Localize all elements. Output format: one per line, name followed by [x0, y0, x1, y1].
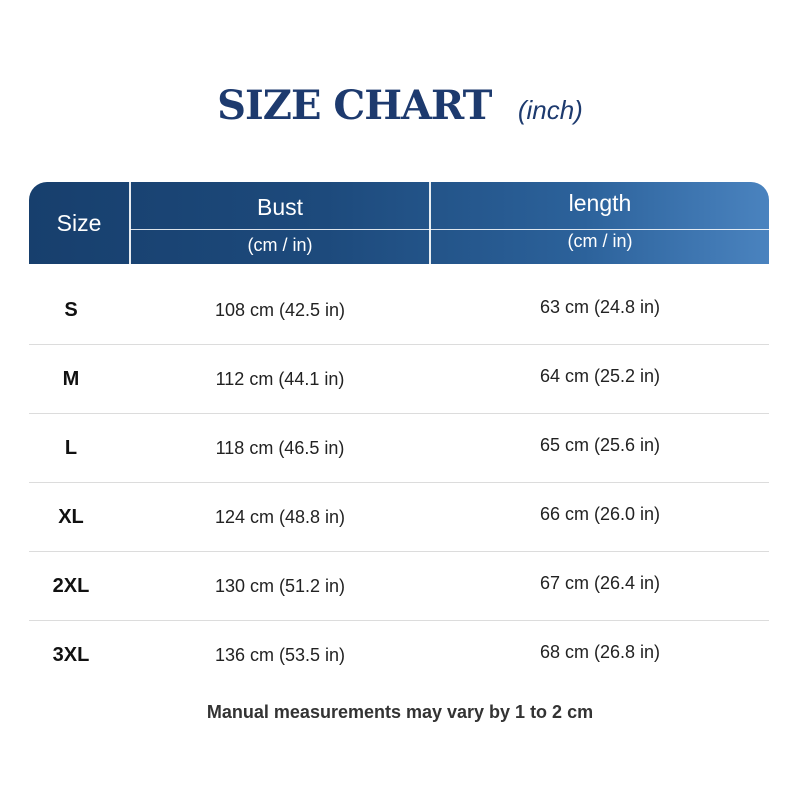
bust-cell: 136 cm (53.5 in): [214, 645, 346, 665]
measurement-note: Manual measurements may vary by 1 to 2 cm: [206, 702, 594, 722]
length-cell: 66 cm (26.0 in): [539, 504, 661, 524]
header-length: length: [568, 190, 632, 216]
bust-cell: 124 cm (48.8 in): [214, 507, 346, 527]
header-bust: Bust: [256, 194, 304, 220]
bust-cell: 130 cm (51.2 in): [214, 576, 346, 596]
table-row: [29, 345, 769, 414]
bust-cell: 108 cm (42.5 in): [214, 300, 346, 320]
size-cell: 3XL: [52, 644, 90, 666]
size-cell: 2XL: [52, 575, 90, 597]
table-row: [29, 483, 769, 552]
size-cell: S: [64, 299, 78, 321]
length-cell: 67 cm (26.4 in): [539, 573, 661, 593]
header-size: Size: [56, 210, 102, 236]
length-cell: 68 cm (26.8 in): [539, 642, 661, 662]
header-bust-unit: (cm / in): [247, 235, 313, 255]
table-header: [29, 182, 769, 264]
header-length-unit: (cm / in): [567, 231, 633, 251]
table-row: [29, 621, 769, 690]
table-row: [29, 414, 769, 483]
size-cell: XL: [58, 506, 84, 528]
bust-cell: 118 cm (46.5 in): [215, 438, 345, 458]
header-subdivider: [130, 229, 769, 230]
length-cell: 63 cm (24.8 in): [539, 297, 661, 317]
table-row: [29, 276, 769, 345]
length-cell: 64 cm (25.2 in): [539, 366, 661, 386]
table-row: [29, 552, 769, 621]
page-title: SIZE CHART: [217, 82, 492, 129]
bust-cell: 112 cm (44.1 in): [215, 369, 345, 389]
title-block: [0, 82, 800, 129]
length-cell: 65 cm (25.6 in): [539, 435, 661, 455]
unit-label: (inch): [517, 95, 583, 125]
size-cell: M: [62, 368, 80, 390]
size-cell: L: [64, 437, 78, 459]
